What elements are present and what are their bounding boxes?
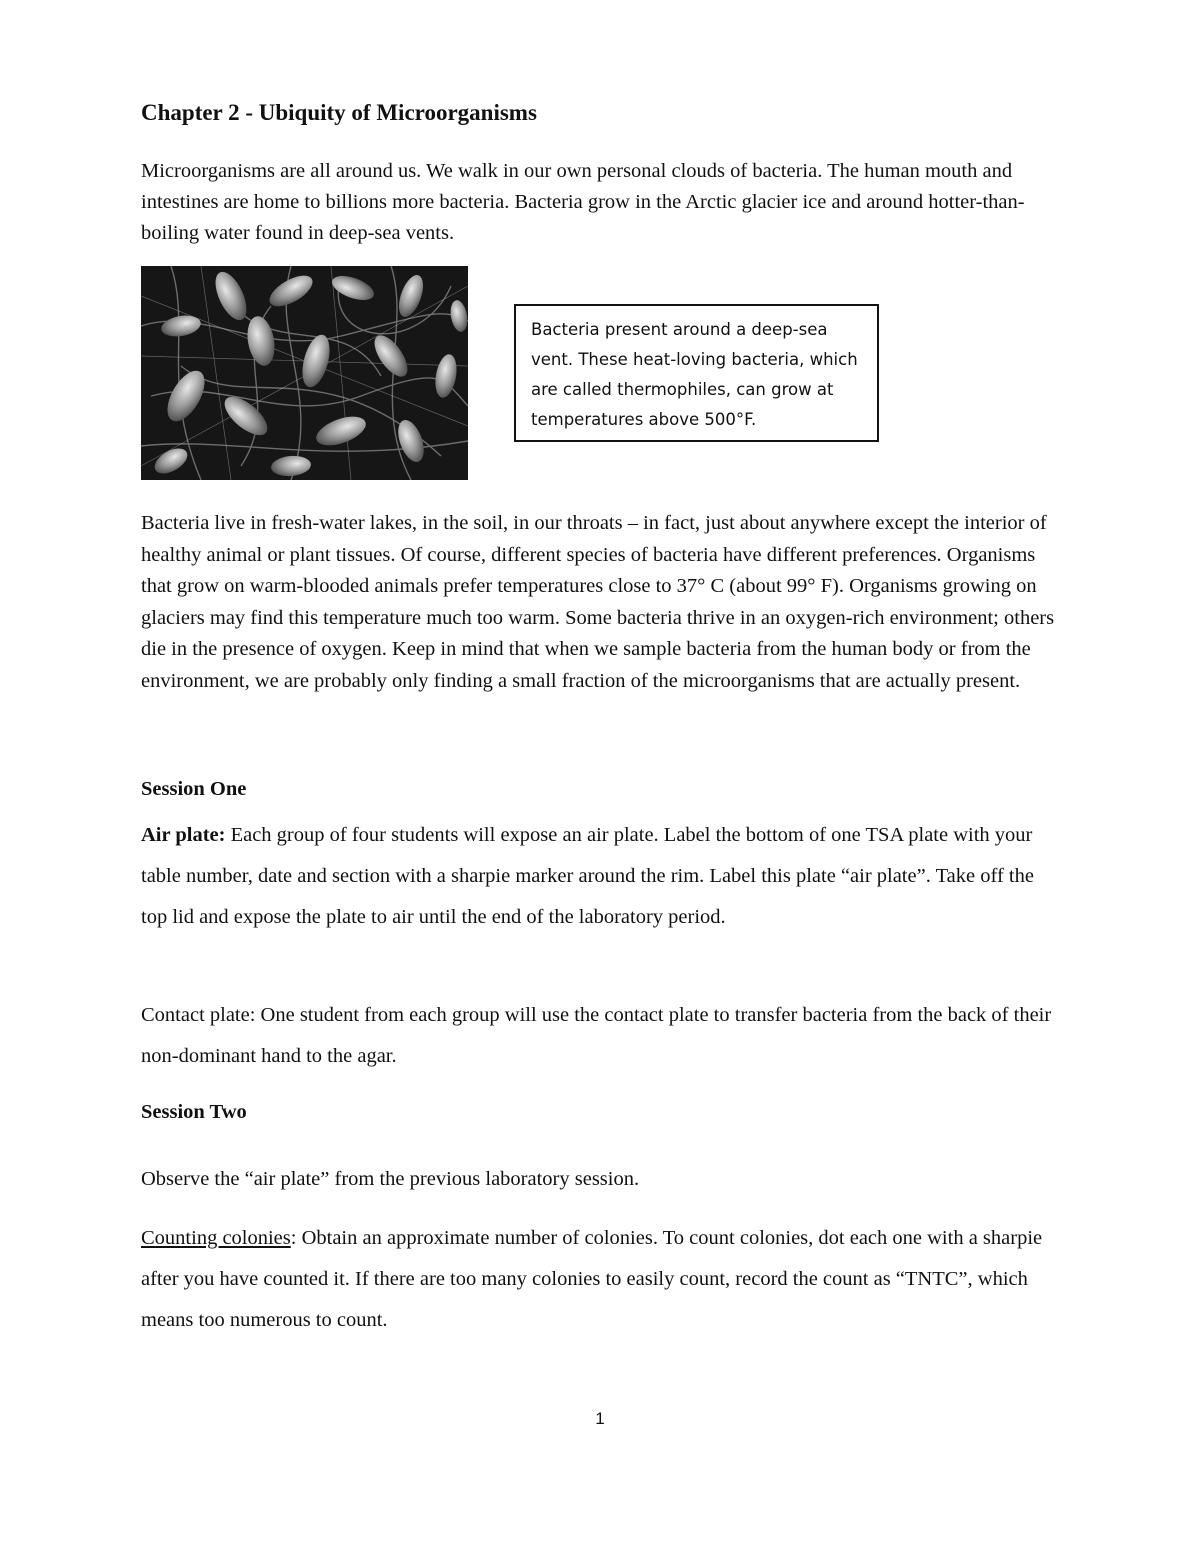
session-two-heading: Session Two — [141, 1101, 247, 1123]
figure-caption-box: Bacteria present around a deep-sea vent. These heat-loving bacteria, which are called thermophiles, can grow at temperatures above 500°F. — [514, 304, 879, 442]
page-number: 1 — [595, 1409, 605, 1428]
air-plate-paragraph — [141, 815, 1061, 938]
air-plate-text: Each group of four students will expose an air plate. Label the bottom of one TSA plate with your table number, date and section with a sharpie marker around the rim. Label this plate “air plate”. Take off the top lid and expose the plate to air until the end of the laboratory period. — [141, 824, 1034, 928]
bacteria-paragraph: Bacteria live in fresh-water lakes, in the soil, in our throats – in fact, just about anywhere except the interior of healthy animal or plant tissues. Of course, different species of bacteria have different preferences. Organisms that grow on warm-blooded animals prefer temperatures close to 37° C (about 99° F). Organisms growing on glaciers may find this temperature much too warm. Some bacteria thrive in an oxygen-rich environment; others die in the presence of oxygen. Keep in mind that when we sample bacteria from the human body or from the environment, we are probably only finding a small fraction of the microorganisms that are actually present. — [141, 512, 1055, 692]
counting-colonies-paragraph — [141, 1218, 1061, 1341]
observe-paragraph: Observe the “air plate” from the previous laboratory session. — [141, 1168, 640, 1190]
counting-colonies-text: : Obtain an approximate number of colonies. To count colonies, dot each one with a sharpie after you have counted it. If there are too many colonies to easily count, record the count as “TNTC”, which means too numerous to count. — [141, 1227, 1043, 1331]
air-plate-label: Air plate: — [141, 824, 226, 846]
intro-paragraph: Microorganisms are all around us. We walk in our own personal clouds of bacteria. The human mouth and intestines are home to billions more bacteria. Bacteria grow in the Arctic glacier ice and around hotter-than-boiling water found in deep-sea vents. — [141, 160, 1025, 244]
chapter-title: Chapter 2 - Ubiquity of Microorganisms — [141, 100, 537, 125]
bacteria-micrograph — [141, 266, 468, 480]
session-one-heading: Session One — [141, 778, 247, 800]
contact-plate-paragraph: Contact plate: One student from each group will use the contact plate to transfer bacteria from the back of their non-dominant hand to the agar. — [141, 1004, 1052, 1067]
counting-colonies-label: Counting colonies — [141, 1227, 291, 1249]
